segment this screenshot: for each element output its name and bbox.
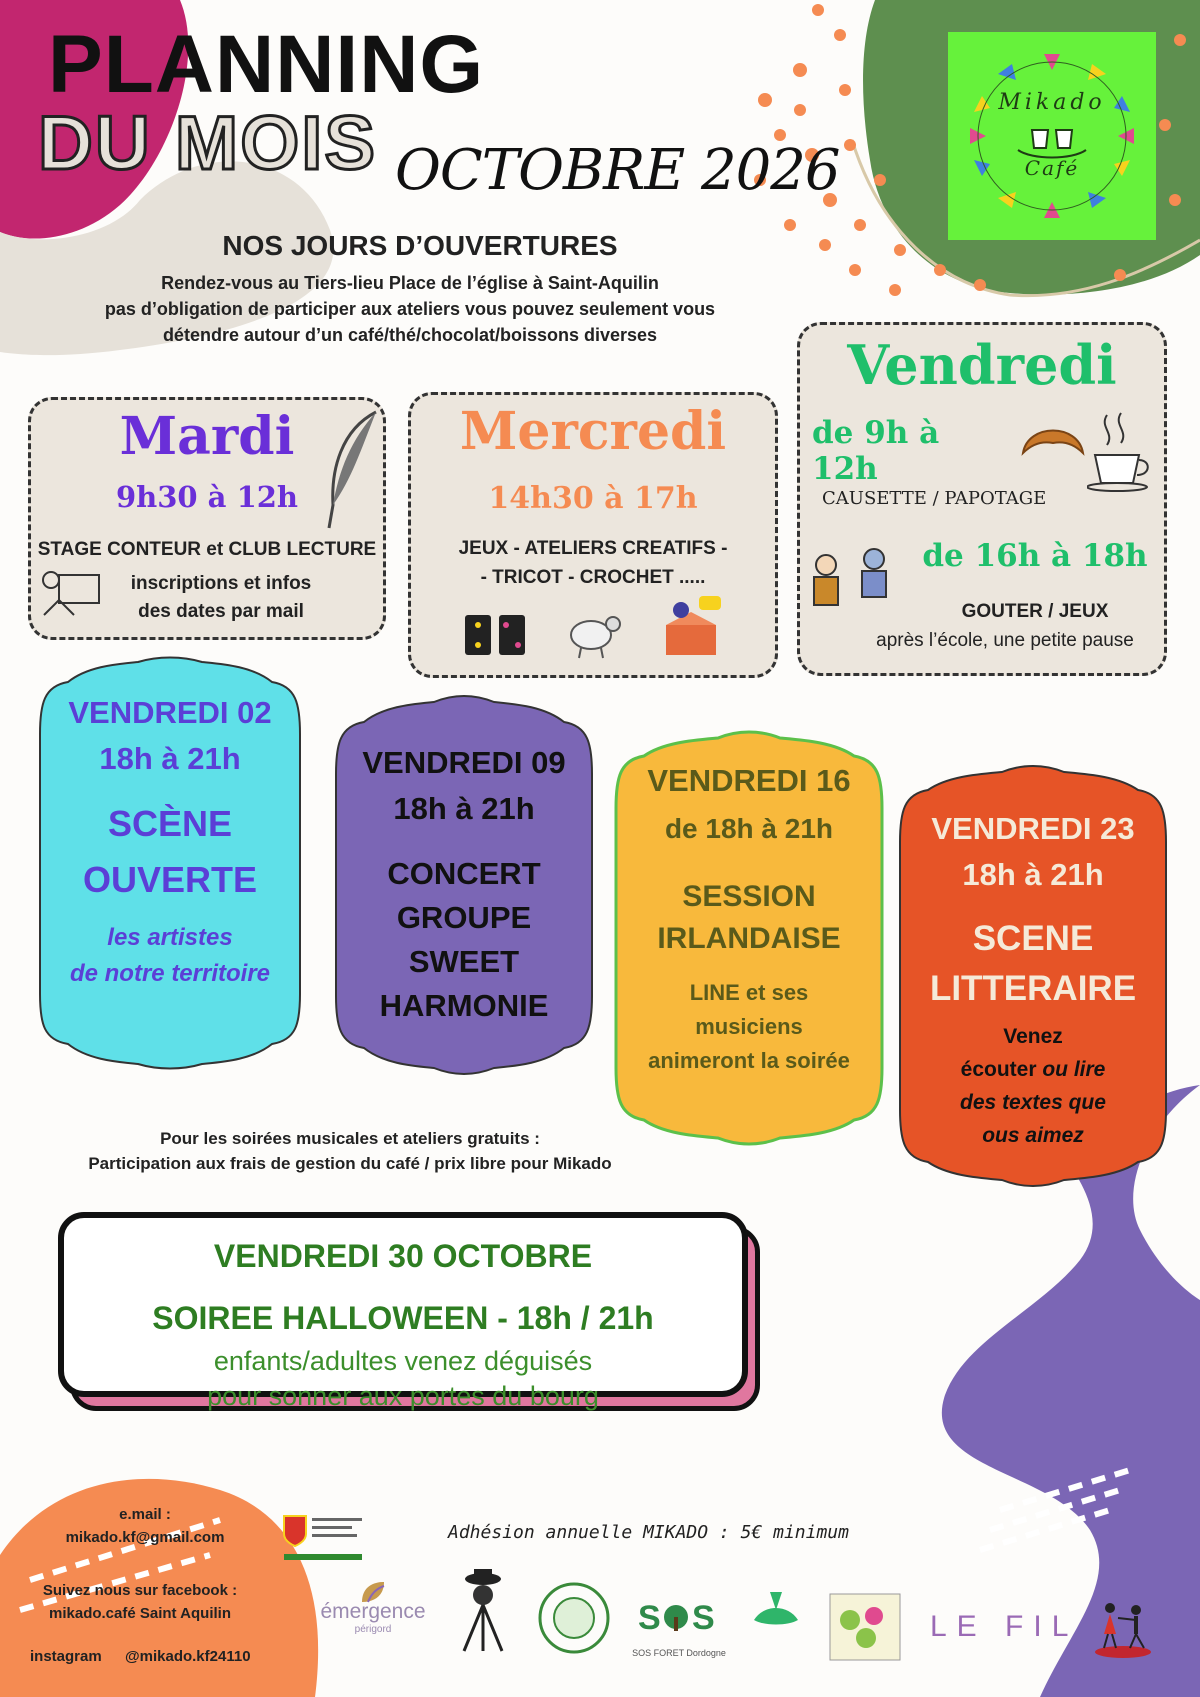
svg-text:S: S (692, 1599, 715, 1637)
coffee-cups-icon (1018, 130, 1086, 158)
event-desc-part: ou lire (1042, 1058, 1106, 1081)
event-desc-line (898, 1053, 1168, 1086)
event-hours: 18h à 21h (393, 791, 535, 826)
event-date: VENDREDI 09 (362, 745, 566, 780)
mikado-logo (948, 32, 1156, 240)
info-mardi (101, 570, 341, 626)
event-hours: de 18h à 21h (664, 813, 834, 844)
snack-kids-icon (804, 545, 904, 615)
card-mercredi (408, 392, 778, 678)
sponsor-emergence-name: émergence (320, 1600, 426, 1623)
event-title-line: GROUPE (396, 900, 532, 935)
note-line: Participation aux frais de gestion du café / prix libre pour Mikado (88, 1154, 612, 1173)
halloween-date: VENDREDI 30 OCTOBRE (213, 1238, 593, 1274)
info-line: inscriptions et infos (130, 573, 312, 594)
event-desc-line: LINE et ses (689, 980, 809, 1005)
event-hours: 18h à 21h (99, 741, 241, 776)
day-title-mercredi: Mercredi (459, 401, 727, 462)
event-desc-line: les artistes (107, 924, 233, 951)
intro-line: pas d’obligation de participer aux ateliers vous pouvez seulement vous (104, 299, 716, 319)
opening-intro (30, 270, 790, 348)
activity-mardi: STAGE CONTEUR et CLUB LECTURE (37, 539, 377, 560)
cinema-tripod-icon (450, 1565, 516, 1661)
event-title-line: OUVERTE (82, 859, 258, 900)
commune-crest-icon (280, 1510, 370, 1568)
croissant-icon (1018, 413, 1088, 473)
bunting-icon (948, 32, 1156, 240)
event-09 (334, 740, 594, 1028)
event-date: VENDREDI 02 (68, 695, 272, 730)
facebook-link[interactable]: mikado.café Saint Aquilin (49, 1605, 231, 1622)
email-label: e.mail : (119, 1506, 171, 1523)
knitting-sheep-icon (561, 600, 631, 660)
svg-text:S: S (638, 1599, 661, 1637)
dominoes-icon (461, 605, 531, 660)
hours-mardi: 9h30 à 12h (115, 480, 299, 514)
sponsor-emergence-sub: périgord (354, 1624, 392, 1635)
note-line: Pour les soirées musicales et ateliers gratuits : (160, 1129, 540, 1148)
intro-line: détendre autour d’un café/thé/chocolat/boissons diverses (162, 325, 658, 345)
emergence-leaf-icon (358, 1580, 388, 1606)
logo-subtitle: Café (1024, 156, 1080, 180)
coffee-cup-icon (1087, 405, 1157, 495)
card-vendredi (797, 322, 1167, 676)
event-title-line: CONCERT (387, 856, 541, 891)
activity-vendredi-afternoon: GOUTER / JEUX (961, 601, 1109, 622)
logo-name: Mikado (998, 90, 1106, 115)
facebook-label: Suivez nous sur facebook : (42, 1582, 238, 1599)
event-title-line: IRLANDAISE (657, 922, 841, 955)
halloween-line: pour sonner aux portes du bourg (207, 1381, 599, 1411)
dancers-icon (1088, 1598, 1158, 1662)
page-title: PLANNING (48, 19, 485, 110)
event-title-line: SWEET (408, 944, 520, 979)
email-link[interactable]: mikado.kf@gmail.com (65, 1529, 225, 1546)
event-desc-line: de notre territoire (69, 960, 271, 987)
event-hours: 18h à 21h (962, 857, 1104, 892)
event-title-line: HARMONIE (379, 988, 549, 1023)
event-desc-line: animeront la soirée (648, 1048, 850, 1073)
green-bird-logo-icon (748, 1580, 804, 1660)
event-date: VENDREDI 23 (931, 811, 1135, 846)
day-title-vendredi: Vendredi (847, 333, 1117, 397)
sos-foret-logo-icon (636, 1595, 718, 1645)
event-title-line: SESSION (682, 880, 816, 913)
event-title-line: SCENE (972, 919, 1094, 958)
halloween-title: SOIREE HALLOWEEN - 18h / 21h (152, 1300, 654, 1336)
intro-line: Rendez-vous au Tiers-lieu Place de l’église à Saint-Aquilin (161, 273, 659, 293)
event-desc-line: ous aimez (982, 1124, 1084, 1147)
day-title-mardi: Mardi (119, 406, 295, 467)
event-desc-line: musiciens (695, 1014, 803, 1039)
halloween-line: enfants/adultes venez déguisés (213, 1346, 593, 1376)
hours-vendredi-afternoon: de 16h à 18h (922, 538, 1148, 574)
opening-title: NOS JOURS D’OUVERTURES (222, 230, 618, 261)
event-date: VENDREDI 16 (647, 763, 851, 798)
sponsor-le-fil: LE FIL (930, 1610, 1079, 1643)
hours-vendredi-morning: de 9h à 12h (812, 415, 940, 487)
instagram-link[interactable]: @mikado.kf24110 (125, 1648, 251, 1665)
sponsor-sos-foret: SOS FORET Dordogne (632, 1648, 726, 1658)
event-desc-line: Venez (1003, 1025, 1063, 1048)
craft-box-icon (651, 590, 731, 660)
info-line: des dates par mail (138, 601, 304, 622)
storyteller-icon (39, 560, 109, 620)
event-desc-line: des textes que (960, 1091, 1106, 1114)
halloween-box (58, 1212, 748, 1411)
event-23 (898, 806, 1168, 1152)
instagram-label: instagram (30, 1648, 102, 1665)
activity-mercredi-line1: JEUX - ATELIERS CREATIFS - (458, 538, 728, 559)
page-subtitle: DU MOIS (38, 101, 378, 186)
activity-vendredi-note: après l’école, une petite pause (876, 630, 1134, 651)
event-title-line: LITTERAIRE (929, 969, 1137, 1008)
card-mardi (28, 397, 386, 640)
event-16 (614, 758, 884, 1078)
event-desc-part: écouter (960, 1058, 1037, 1081)
month-label: OCTOBRE 2026 (395, 138, 840, 203)
activity-mercredi-line2: - TRICOT - CROCHET ..... (480, 567, 706, 588)
halloween-desc (64, 1344, 742, 1414)
event-title-line: SCÈNE (107, 803, 233, 844)
hours-mercredi: 14h30 à 17h (488, 481, 698, 516)
membership-text: Adhésion annuelle MIKADO : 5€ minimum (448, 1522, 849, 1543)
pricing-note (40, 1126, 660, 1176)
event-02 (38, 690, 302, 992)
green-circle-logo-icon (536, 1580, 612, 1656)
feather-icon (321, 410, 381, 530)
activity-vendredi-morning: CAUSETTE / PAPOTAGE (822, 488, 1047, 509)
garden-logo-icon (826, 1590, 904, 1664)
